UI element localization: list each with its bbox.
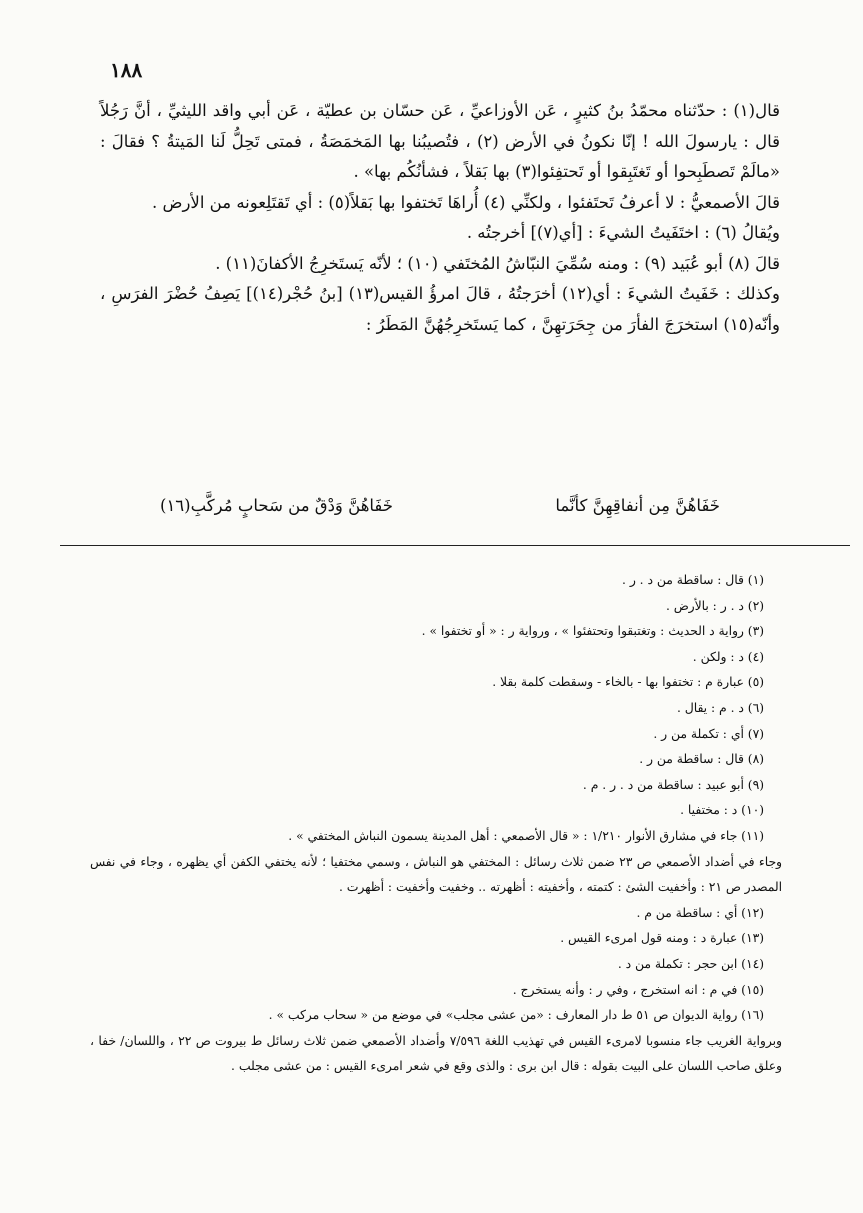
footnote: (١٣) عبارة د : ومنه قول امرىء القيس . xyxy=(560,931,764,946)
footnote: (١٢) أي : ساقطة من م . xyxy=(636,905,764,920)
paragraph: قال(١) : حدّثناه محمّدُ بنُ كثيرٍ ، عَن الأوزاعيِّ ، عَن حسّان بن عطيّة ، عَن أبي واقد الليثيِّ ، أنَّ رَجُلاً قال : يارسولَ الله ! إنّا نكونُ في الأرض (٢) ، فتُصيبُنا بها المَخمَصَةُ ، فمتى تَحِلُّ لَنا المَيتةُ ؟ فقالَ : «مالَمْ تَصطَبِحوا أو تَغتَبِقوا أو تَحتفِئوا(٣) بها بَقلاً ، فشأنُكُم بها» . xyxy=(100,101,781,181)
footnote: (٤) د : ولكن . xyxy=(692,649,764,664)
paragraph: وكذلك : خَفَيتُ الشيءَ : أي(١٢) أخرَجتُهُ ، قالَ امرؤُ القيس(١٣) [بنُ حُجْر(١٤)] يَصِفُ حُضْرَ الفرَسِ ، وأنّه(١٥) استخرَجَ الفأرَ من جِحَرَتهِنَّ ، كما يَستَخرِجُهُنَّ المَطَرُ : xyxy=(100,284,780,334)
footnote: (١٦) رواية الديوان ص ٥١ ط دار المعارف : «من عشى مجلب» في موضع من « سحاب مركب » . xyxy=(268,1008,764,1023)
footnote: (١٥) في م : انه استخرج ، وفي ر : وأنه يستخرج . xyxy=(512,982,764,997)
footnote: (١) قال : ساقطة من د . ر . xyxy=(622,573,764,587)
page-number: ١٨٨ xyxy=(110,58,143,82)
footnote: وبرواية الغريب جاء منسوبا لامرىء القيس في تهذيب اللغة ٧/٥٩٦ وأضداد الأصمعي ضمن ثلاث رسائل ط بيروت ص ٢٢ ، واللسان/ خفا ، وعلق صاحب اللسان على البيت بقوله : قال ابن برى : والذى وقع في شعر امرىء القيس : من عشى مجلب . xyxy=(90,1033,782,1074)
footnote: (٥) عبارة م : تختفوا بها - بالخاء - وسقطت كلمة بقلا . xyxy=(492,675,764,690)
main-text xyxy=(100,96,780,340)
paragraph: قالَ (٨) أبو عُبَيد (٩) : ومنه سُمِّيَ النبّاشُ المُختَفي (١٠) ؛ لأنّه يَستَخرِجُ الأكفانَ(١١) . xyxy=(215,253,780,273)
footnote: (٨) قال : ساقطة من ر . xyxy=(639,752,764,767)
paragraph: قالَ الأصمعيُّ : لا أعرفُ تَحتَفئوا ، ولكنِّي (٤) أُراهَا تَختفوا بها بَقلاً(٥) : أي تَقتَلِعونه من الأرض . xyxy=(152,192,780,212)
footnote: (٣) رواية د الحديث : وتغتبقوا وتحتفئوا » ، ورواية ر : « أو تختفوا » . xyxy=(421,624,764,639)
footnote: (١٤) ابن حجر : تكملة من د . xyxy=(617,956,764,971)
footnote: (٢) د . ر : بالأرض . xyxy=(665,598,764,613)
footnote: (١١) جاء في مشارق الأنوار ١/٢١٠ : « قال الأصمعي : أهل المدينة يسمون النباش المختفي » . xyxy=(288,828,764,843)
footnote-divider xyxy=(60,545,850,546)
footnote: (١٠) د : مختفيا . xyxy=(680,803,764,818)
footnote: وجاء في أضداد الأصمعي ص ٢٣ ضمن ثلاث رسائل : المختفي هو النباش ، وسمي مختفيا ؛ لأنه يختفي الكفن أي يظهره ، وجاء في نفس المصدر ص ٢١ : وأخفيت الشئ : كتمته ، وأخفيته : أظهرته .. وخفيت وأخفيت : أظهرت . xyxy=(90,854,782,895)
footnote: (٧) أي : تكملة من ر . xyxy=(653,726,764,741)
verse-second-hemistich: خَفَاهُنَّ وَدْقٌ من سَحابٍ مُركَّبِ(١٦) xyxy=(160,496,393,515)
paragraph: ويُقالُ (٦) : اختَفَيتُ الشيءَ : [أي(٧)] أخرجتُه . xyxy=(466,223,780,242)
footnotes xyxy=(90,568,782,1080)
footnote: (٩) أبو عبيد : ساقطة من د . ر . م . xyxy=(582,777,764,792)
poetry-verse xyxy=(160,496,720,515)
verse-first-hemistich: خَفَاهُنَّ مِن أنفاقِهِنَّ كأنَّما xyxy=(555,496,720,515)
footnote: (٦) د . م : يقال . xyxy=(676,700,764,715)
